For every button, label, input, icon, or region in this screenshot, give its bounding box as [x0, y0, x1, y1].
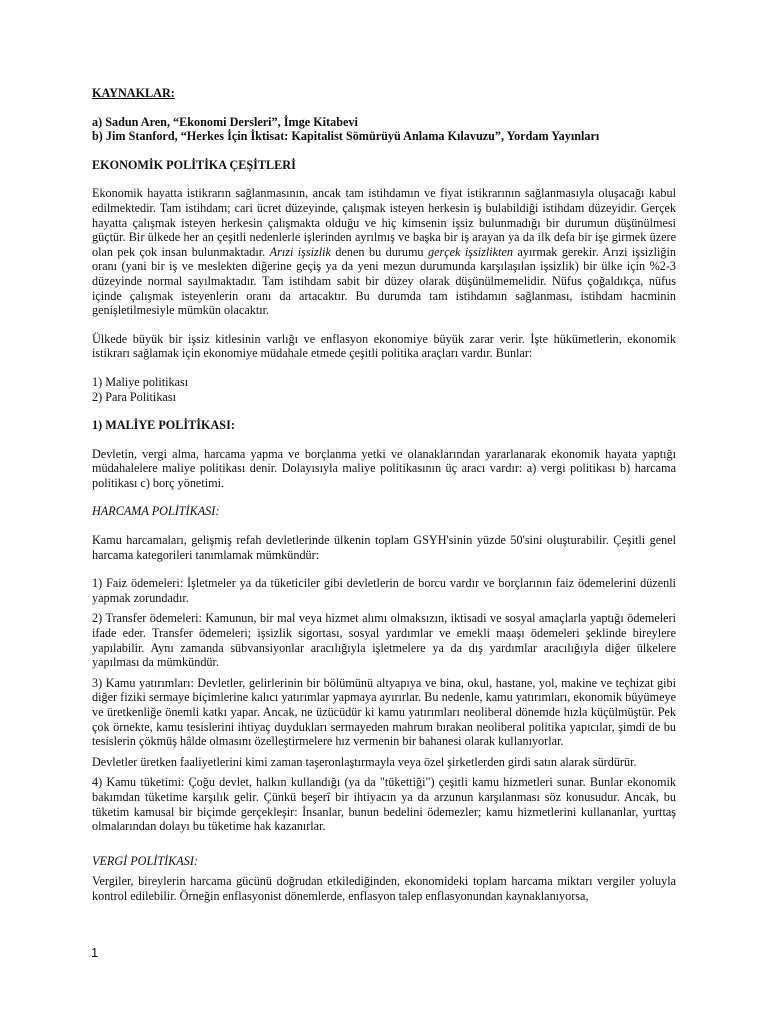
section-title-fiscal-policy: 1) MALİYE POLİTİKASI:: [92, 418, 235, 433]
section-title-economic-policies: EKONOMİK POLİTİKA ÇEŞİTLERİ: [92, 157, 296, 172]
emphasis-term: Arızi işsizlik: [269, 244, 331, 259]
list-item-interest: 1) Faiz ödemeleri: İşletmeler ya da tüketiciler gibi devletlerin de borcu vardır ve borçlarının faiz ödemelerini düzenli yapmak zorundadır.: [92, 576, 676, 605]
paragraph-outsourcing: Devletler üretken faaliyetlerini kimi zaman taşeronlaştırmayla veya özel şirketlerden girdi satın alarak sürdürür.: [92, 754, 637, 769]
paragraph-tax: Vergiler, bireylerin harcama gücünü doğrudan etkilediğinden, ekonomideki toplam harcama miktarı vergiler yoluyla kontrol edilebilir. Örneğin enflasyonist dönemlerde, enflasyon talep enflasyonundan kaynaklanıyorsa,: [92, 874, 676, 903]
list-item-investment: 3) Kamu yatırımları: Devletler, gelirlerinin bir bölümünü altyapıya ve bina, okul, hastane, yol, makine ve teçhizat gibi diğer fiziki sermaye biçimlerine kalıcı yatırımlar yapmaya ayırırlar. Bu nedenle, kamu yatırımları, ekonomik büyümeye ve üretkenliğe önemli katkı yapar. Ancak, ne üzücüdür ki kamu yatırımları neoliberal dönemde hızla küçülmüştür. Pek çok örnekte, kamu tesislerini ihtiyaç duydukları sermayeden mahrum bırakan neoliberal politika yapıcılar, şimdi de bu tesislerin çökmüş hâlde olmasını özelleştirmelere hız vermenin bir bahanesi olarak kullanıyorlar.: [92, 675, 676, 749]
paragraph-fiscal-definition: Devletin, vergi alma, harcama yapma ve borçlanma yetki ve olanaklarından yararlanarak ekonomik hayata yaptığı müdahalelere maliye politikası denir. Dolayısıyla maliye politikasının üç aracı vardır: a) vergi politikası b) harcama politikası c) borç yönetimi.: [92, 446, 676, 490]
list-item-transfers: 2) Transfer ödemeleri: Kamunun, bir mal veya hizmet alımı olmaksızın, iktisadi ve sosyal amaçlarla yaptığı ödemeleri ifade eder. Transfer ödemeleri; işsizlik sigortası, sosyal yardımlar ve emekli maaşı ödemeleri şeklinde bireylere yapılabilir. Aynı zamanda sübvansiyonlar aracılığıyla işletmelere ya da dış yardımlar aracılığıyla diğer ülkelere yapılması da mümkündür.: [92, 611, 676, 670]
subheading-spending-policy: HARCAMA POLİTİKASI:: [92, 504, 220, 519]
emphasis-term: gerçek işsizlikten: [427, 244, 513, 259]
reference-a: a) Sadun Aren, “Ekonomi Dersleri”, İmge Kitabevi: [92, 114, 358, 129]
paragraph-public-spending: Kamu harcamaları, gelişmiş refah devletlerinde ülkenin toplam GSYH'sinin yüzde 50'sini oluşturabilir. Çeşitli genel harcama kategorileri tanımlamak mümkündür:: [92, 533, 676, 562]
paragraph-text: denen bu durumu: [330, 244, 428, 259]
page-number: 1: [91, 945, 99, 960]
paragraph-text: ayırmak gerekir. Arızi işsizliğin oranı (yani bir iş ve meslekten diğerine geçiş ya da yeni mezun durumunda karşılaşılan işsizlik) bir ülke için %2-3 düzeyinde normal sayılmaktadır. Tam istihdam sabit bir düzey olarak düşünülmemelidir. Nüfus çoğaldıkça, nüfus içinde çalışmak isteyenlerin oranı da artacaktır. Bu durumda tam istihdamın sağlanması, istihdam hacminin genişletilmesiyle mümkün olacaktır.: [92, 244, 676, 318]
list-item-consumption: 4) Kamu tüketimi: Çoğu devlet, halkın kullandığı (ya da "tükettiği") çeşitli kamu hizmetleri sunar. Bunlar ekonomik bakımdan tüketime karşılık gelir. Çünkü beşerî bir ihtiyacın ya da arzunun karşılanması söz konusudur. Ancak, bu tüketim kamusal bir biçimde gerçekleşir: İnsanlar, bunun bedelini ödemezler; kamu hizmetlerini kullananlar, yurttaş olmalarından dolayı bu tüketime hak kazanırlar.: [92, 775, 676, 834]
list-item: 2) Para Politikası: [92, 389, 176, 404]
reference-b: b) Jim Stanford, “Herkes İçin İktisat: Kapitalist Sömürüyü Anlama Kılavuzu”, Yordam Yayınları: [92, 129, 600, 144]
list-item: 1) Maliye politikası: [92, 374, 189, 389]
subheading-tax-policy: VERGİ POLİTİKASI:: [92, 853, 198, 868]
page-content: [92, 86, 676, 904]
references-heading: KAYNAKLAR:: [92, 86, 175, 100]
paragraph-policy-tools: Ülkede büyük bir işsiz kitlesinin varlığı ve enflasyon ekonomiye büyük zarar verir. İşte hükümetlerin, ekonomik istikrarı sağlamak için ekonomiye müdahale etmede çeşitli politika araçları vardır. Bunlar:: [92, 331, 676, 361]
paragraph-employment: [92, 186, 676, 317]
paragraph-text: Ekonomik hayatta istikrarın sağlanmasının, ancak tam istihdamın ve fiyat istikrarının sağlanmasıyla oluşacağı kabul edilmektedir. Tam istihdam; cari ücret düzeyinde, çalışmak isteyen herkesin iş bulabildiği istihdam düzeyidir. Gerçek hayatta çalışmak isteyen herkesin çalışmakta olduğu ve hiç kimsenin işsiz bulunmadığı bir durumun düşünülmesi güçtür. Bir ülkede her an çeşitli nedenlerle işlerinden ayrılmış ve başka bir iş arayan ya da ilk defa bir işe girmek üzere olan pek çok insan bulunmaktadır.: [92, 186, 676, 259]
